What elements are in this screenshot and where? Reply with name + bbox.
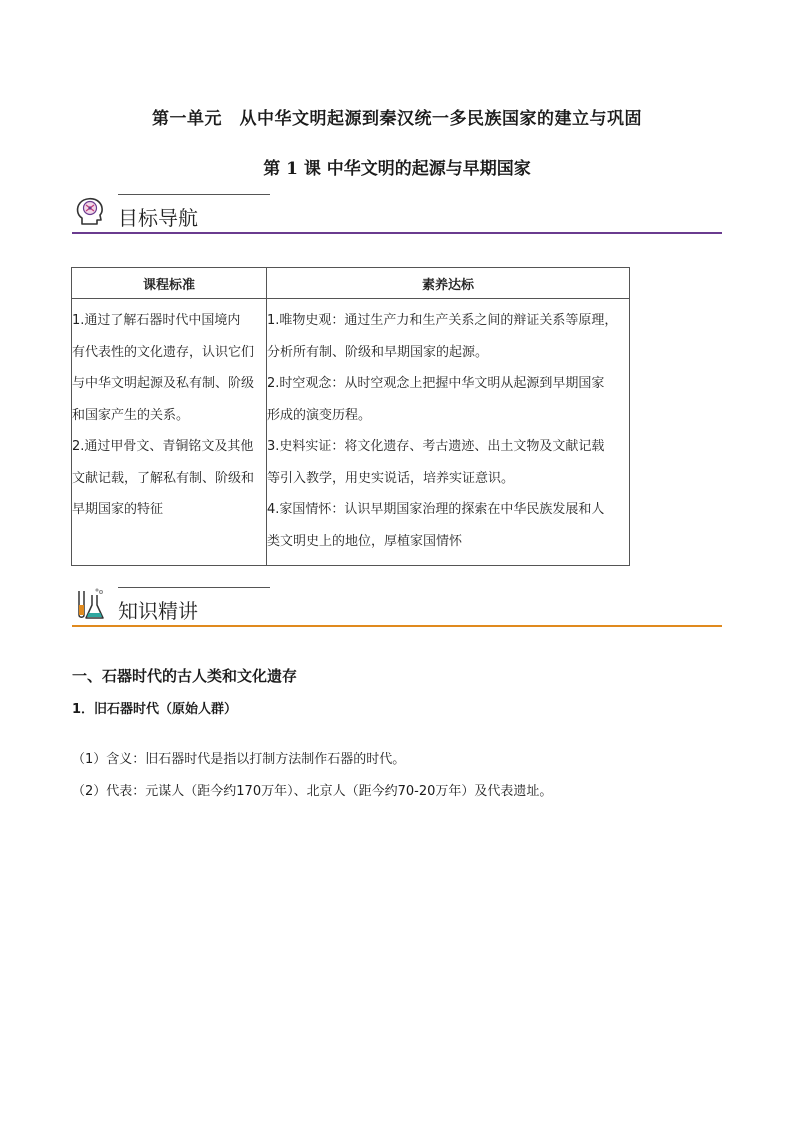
subsection-heading: 1．旧石器时代（原始人群） [72, 702, 238, 717]
literacy-goals-cell [267, 299, 630, 566]
cell-line: 3.史料实证：将文化遗存、考古遗迹、出土文物及文献记载 [267, 439, 605, 454]
cell-line: 2.通过甲骨文、青铜铭文及其他 [72, 439, 254, 454]
table-header-row [72, 268, 630, 299]
section-divider-goals [72, 232, 722, 234]
section-label-knowledge: 知识精讲 [118, 599, 198, 623]
cell-line: 等引入教学，用史实说话，培养实证意识。 [267, 470, 515, 486]
knowledge-section-header [72, 587, 722, 627]
section-top-rule [118, 587, 270, 588]
cell-line: 2.时空观念：从时空观念上把握中华文明从起源到早期国家 [267, 376, 605, 391]
standards-table [71, 267, 630, 566]
table-row [72, 299, 630, 566]
cell-line: 形成的演变历程。 [267, 407, 372, 423]
unit-title: 第一单元 从中华文明起源到秦汉统一多民族国家的建立与巩固 [152, 109, 642, 129]
cell-line: 类文明史上的地位，厚植家国情怀 [267, 533, 463, 549]
section-heading: 一、石器时代的古人类和文化遗存 [72, 667, 298, 685]
cell-line: 文献记载，了解私有制、阶级和 [72, 470, 255, 486]
cell-line: 和国家产生的关系。 [72, 407, 190, 423]
paragraph-representatives: （2）代表：元谋人（距今约170万年）、北京人（距今约70-20万年）及代表遗址。 [72, 784, 553, 799]
section-top-rule [118, 194, 270, 195]
cell-line: 分析所有制、阶级和早期国家的起源。 [267, 344, 489, 360]
cell-line: 1.唯物史观：通过生产力和生产关系之间的辩证关系等原理， [267, 313, 618, 328]
brain-icon [72, 194, 108, 230]
lab-flask-icon [72, 587, 108, 623]
cell-line: 4.家国情怀：认识早期国家治理的探索在中华民族发展和人 [267, 502, 605, 517]
paragraph-definition: （1）含义：旧石器时代是指以打制方法制作石器的时代。 [72, 752, 406, 767]
section-label-goals: 目标导航 [118, 206, 198, 230]
table-header-curriculum: 课程标准 [72, 268, 267, 299]
cell-line: 早期国家的特征 [72, 502, 164, 517]
section-divider-knowledge [72, 625, 722, 627]
goals-section-header [72, 194, 722, 234]
cell-line: 有代表性的文化遗存，认识它们 [72, 344, 255, 360]
curriculum-standards-cell [72, 299, 267, 566]
table-header-literacy: 素养达标 [267, 268, 630, 299]
lesson-title: 第 1 课 中华文明的起源与早期国家 [263, 159, 531, 179]
cell-line: 与中华文明起源及私有制、阶级 [72, 376, 255, 391]
cell-line: 1.通过了解石器时代中国境内 [72, 313, 241, 328]
